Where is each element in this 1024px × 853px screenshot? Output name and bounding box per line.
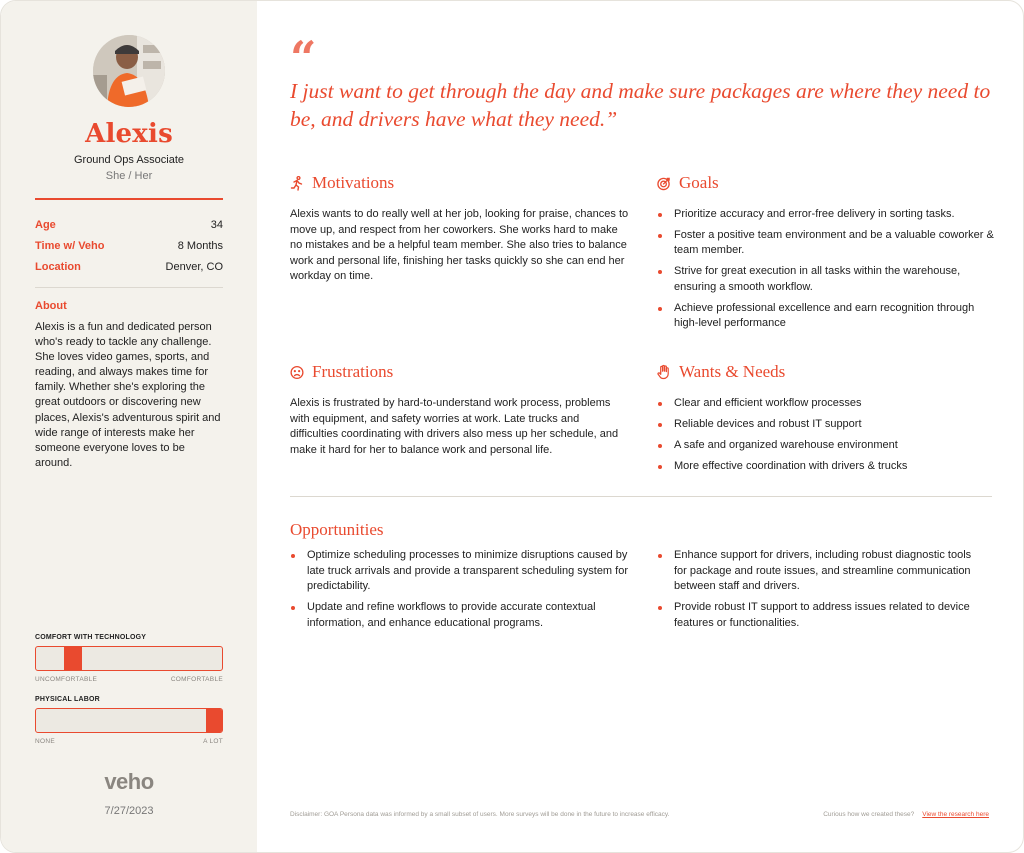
fact-age [35, 218, 223, 232]
meter-high-label: A LOT [203, 738, 223, 745]
meter-fill [64, 647, 82, 670]
persona-quote: I just want to get through the day and make sure packages are where they need to be, and drivers have what they need.” [290, 79, 991, 131]
list-item: Clear and efficient workflow processes [657, 396, 997, 412]
goals-list [657, 207, 997, 337]
running-person-icon [290, 176, 304, 190]
motivations-text: Alexis wants to do really well at her job, looking for praise, chances to move up, and respect from her coworkers. She works hard to make no mistakes and be a helpful team member. She also tries to balance work and personal life, finishing her tasks quickly so she can end her workday on time. [290, 208, 629, 283]
fact-location [35, 260, 223, 274]
disclaimer: Disclaimer: GOA Persona data was informed by a small subset of users. More surveys will be done in the future to increase efficacy. [290, 811, 670, 818]
list-item: Provide robust IT support to address issues related to device features or functionalities. [657, 600, 987, 631]
list-item: Optimize scheduling processes to minimize disruptions caused by late truck arrivals and provide a transparent scheduling system for predictability. [290, 548, 630, 595]
research-prompt: Curious how we created these? [823, 811, 915, 818]
wants-list [657, 396, 997, 480]
goals-heading [657, 173, 719, 193]
persona-role: Ground Ops Associate [73, 154, 185, 166]
section-title: Wants & Needs [679, 362, 786, 381]
sad-face-icon [290, 365, 304, 379]
list-item: Strive for great execution in all tasks within the warehouse, ensuring a smooth workflow. [657, 264, 997, 295]
fact-value: Denver, CO [165, 261, 223, 273]
fact-label: Location [35, 261, 81, 273]
research-footer [823, 811, 989, 818]
avatar-photo [93, 35, 165, 107]
quote-mark-icon: “ [290, 31, 317, 85]
opportunities-list-left [290, 548, 630, 637]
persona-pronouns: She / Her [105, 170, 153, 182]
meter-label-tech: COMFORT WITH TECHNOLOGY [35, 634, 147, 641]
about-title: About [35, 300, 67, 312]
frustrations-heading [290, 362, 393, 382]
persona-date: 7/27/2023 [104, 805, 154, 817]
wants-heading [657, 362, 785, 382]
meter-fill [206, 709, 223, 732]
meter-low-label: UNCOMFORTABLE [35, 676, 98, 683]
list-item: A safe and organized warehouse environment [657, 438, 997, 454]
divider [35, 287, 223, 288]
meter-tech-comfort [35, 646, 223, 671]
section-title: Motivations [312, 173, 395, 192]
fact-tenure [35, 239, 223, 253]
meter-high-label: COMFORTABLE [170, 676, 223, 683]
fact-label: Time w/ Veho [35, 240, 105, 252]
meter-scale-labor [35, 738, 223, 745]
opportunities-list-right [657, 548, 987, 637]
avatar [93, 35, 165, 107]
list-item: Enhance support for drivers, including robust diagnostic tools for package and route issues, and streamline communication between staff and drivers. [657, 548, 987, 595]
section-title: Goals [679, 173, 719, 192]
section-title: Frustrations [312, 362, 394, 381]
list-item: More effective coordination with drivers & trucks [657, 459, 997, 475]
list-item: Achieve professional excellence and earn recognition through high-level performance [657, 301, 997, 332]
meter-low-label: NONE [35, 738, 55, 745]
frustrations-text: Alexis is frustrated by hard-to-understand work process, problems with equipment, and safety worries at work. Late trucks and difficulties coordinating with drivers also mess up her schedule, and make it hard for her to balance work and personal life. [290, 397, 619, 456]
motivations-heading [290, 173, 394, 193]
list-item: Reliable devices and robust IT support [657, 417, 997, 433]
profile-sidebar [1, 1, 257, 853]
list-item: Update and refine workflows to provide accurate contextual information, and enhance educational programs. [290, 600, 630, 631]
list-item: Foster a positive team environment and be a valuable coworker & team member. [657, 228, 997, 259]
opportunities-heading: Opportunities [290, 520, 384, 539]
view-research-link[interactable]: View the research here [922, 811, 989, 818]
hand-icon [657, 365, 671, 379]
meter-physical-labor [35, 708, 223, 733]
persona-name: Alexis [85, 119, 173, 149]
target-icon [657, 176, 671, 190]
about-text: Alexis is a fun and dedicated person who's ready to tackle any challenge. She loves video games, sports, and reading, and always makes time for family. Whether she's exploring the great outdoors or discovering new places, Alexis's adventurous spirit and wide range of interests make her someone everyone loves to be around. [35, 321, 221, 469]
divider [35, 198, 223, 200]
fact-label: Age [35, 219, 56, 231]
divider [290, 496, 992, 497]
fact-value: 8 Months [177, 240, 223, 252]
list-item: Prioritize accuracy and error-free delivery in sorting tasks. [657, 207, 997, 223]
meter-label-labor: PHYSICAL LABOR [35, 696, 100, 703]
veho-logo: veho [104, 769, 154, 794]
fact-value: 34 [210, 219, 223, 231]
meter-scale-tech [35, 676, 223, 683]
